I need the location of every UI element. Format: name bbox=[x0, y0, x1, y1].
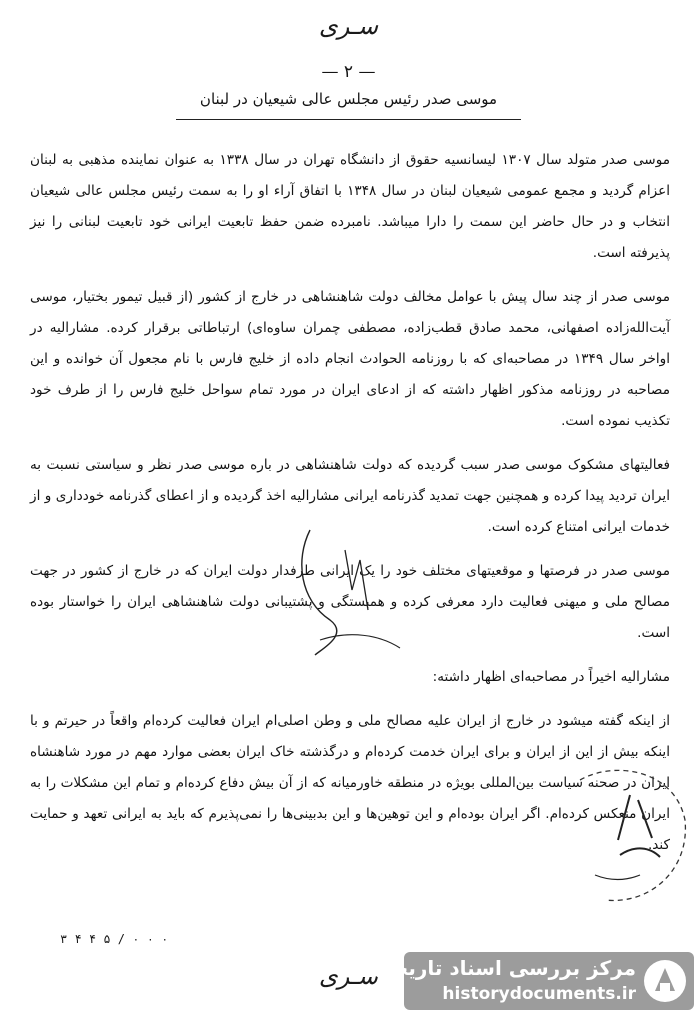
paragraph-interview-quote: از اینکه گفته میشود در خارج از ایران علیه مصالح ملی و وطن اصلی‌ام ایران فعالیت کرده‌ام واقعاً در حیرتم و با اینکه بیش از این از ایران و برای ایران خدمت کرده‌ام و درگذشته خاک ایران بعضی موارد مهم در مورد شاهنشاه ایران در صحنه سیاست بین‌المللی بویژه در منطقه خاورمیانه که از آن بیش دفاع کرده‌ام و تمام این مشکلات را به ایران منعکس کرده‌ام. اگر ایران بوده‌ام و این توهین‌ها و این بدبینی‌ها را نمی‌پذیرم که باید به ایرانی تعهد و حمایت کند. bbox=[30, 713, 670, 853]
paragraph-contacts: موسی صدر از چند سال پیش با عوامل مخالف دولت شاهنشاهی در خارج از کشور (از قبیل تیمور بختیار، موسی آیت‌الله‌زاده اصفهانی، محمد صادق قطب‌زاده، مصطفی چمران ساوه‌ای) ارتباطاتی برقرار کرده. مشارالیه در اواخر سال ۱۳۴۹ در مصاحبه‌ای که با روزنامه الحوادث انجام داده از خلیج فارس با نام مجعول آن خوانده و این مصاحبه در روزنامه مذکور اظهار داشته که از ادعای ایران در مورد تمام سواحل خلیج فارس را از طرف خود تکذیب نموده است. bbox=[30, 289, 670, 429]
classification-mark-bottom: سـری bbox=[318, 962, 379, 990]
watermark-url: historydocuments.ir bbox=[442, 984, 636, 1004]
archive-logo-icon bbox=[642, 958, 688, 1004]
title-underline bbox=[176, 119, 521, 120]
paragraph-claims: موسی صدر در فرصتها و موقعیتهای مختلف خود را یک ایرانی طرفدار دولت ایران که در خارج از کشور در جهت مصالح ملی و میهنی فعالیت دارد معرفی کرده و همبستگی و پشتیبانی دولت شاهنشاهی ایران را خواستار بوده است. bbox=[30, 563, 670, 641]
archive-stamp bbox=[560, 760, 692, 910]
document-reference-number: ۳ ۴ ۴ ۵ / ۰ ۰ ۰ bbox=[60, 932, 169, 946]
page-number: — ۲ — bbox=[321, 62, 376, 82]
paragraph-activities: فعالیتهای مشکوک موسی صدر سبب گردیده که دولت شاهنشاهی در باره موسی صدر نظر و سیاستی نسبت به ایران تردید پیدا کرده و همچنین جهت تمدید گذرنامه ایرانی مشارالیه اخذ گردیده و از اعطای گذرنامه خودداری و از خدمات ایرانی امتناع کرده است. bbox=[30, 457, 670, 535]
handwritten-annotation bbox=[290, 520, 410, 660]
document-title: موسی صدر رئیس مجلس عالی شیعیان در لبنان bbox=[199, 90, 498, 108]
paragraph-biography: موسی صدر متولد سال ۱۳۰۷ لیسانسیه حقوق از دانشگاه تهران در سال ۱۳۳۸ به عنوان نماینده مذهبی به لبنان اعزام گردید و مجمع عمومی شیعیان لبنان در سال ۱۳۴۸ با اتفاق آراء او را به سمت رئیس مجلس عالی شیعیان انتخاب و در حال حاضر این سمت را دارا میباشد. نامبرده ضمن حفظ تابعیت ایرانی خود تابعیت لبنانی را نیز پذیرفته است. bbox=[30, 152, 670, 261]
archive-watermark bbox=[373, 952, 694, 1010]
classification-mark-top: سـری bbox=[318, 12, 379, 40]
paragraph-interview-intro: مشارالیه اخیراً در مصاحبه‌ای اظهار داشته: bbox=[432, 669, 670, 685]
watermark-name: مرکز بررسی اسناد تاریخی bbox=[373, 956, 636, 980]
